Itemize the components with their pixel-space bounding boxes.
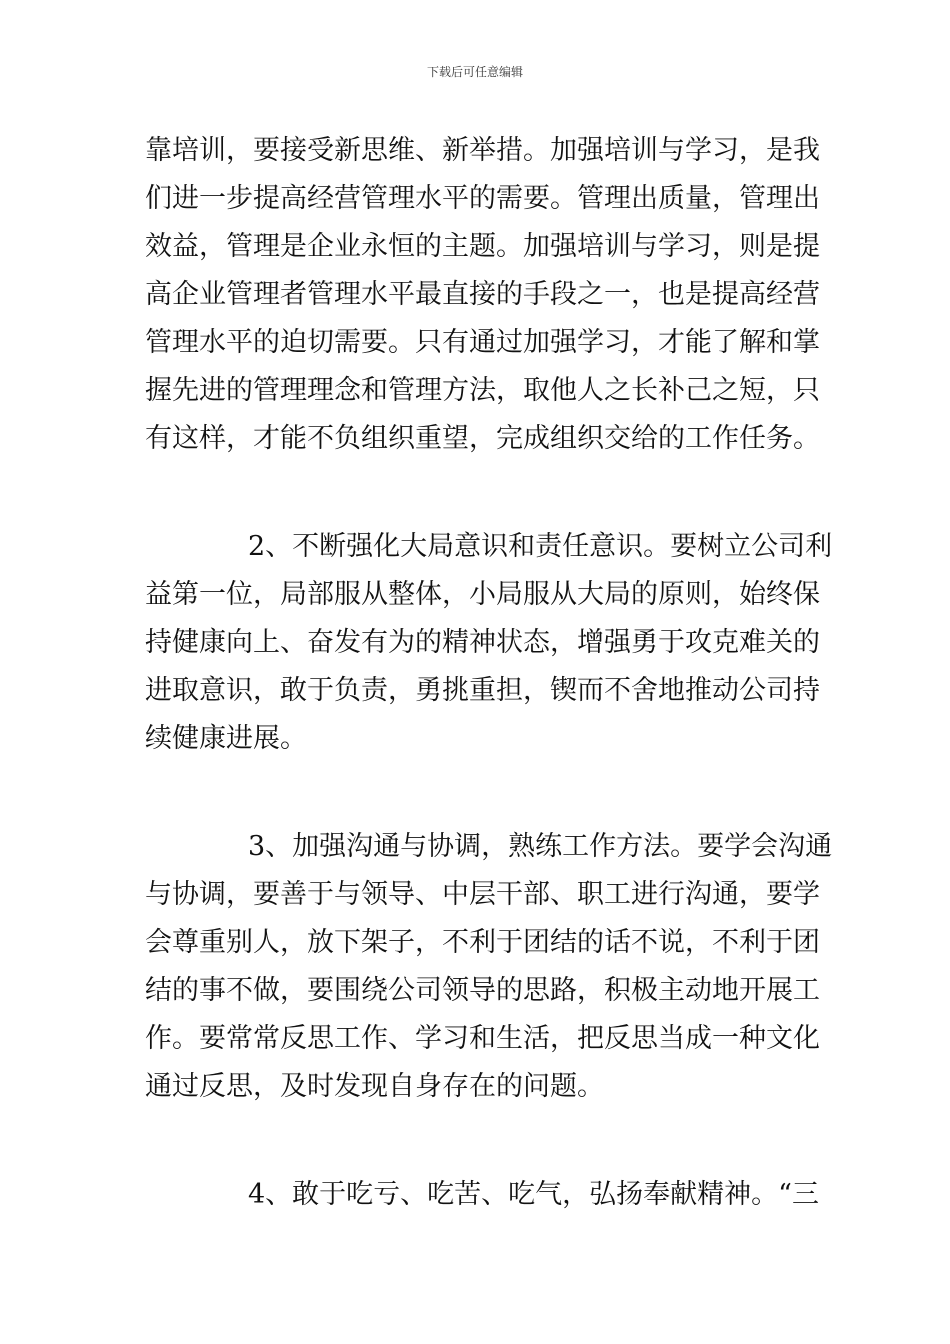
body-line: 管理水平的迫切需要。只有通过加强学习，才能了解和掌 [145, 327, 820, 358]
body-line: 有这样，才能不负组织重望，完成组织交给的工作任务。 [145, 423, 820, 454]
body-line: 作。要常常反思工作、学习和生活，把反思当成一种文化 [145, 1023, 820, 1054]
body-line: 益第一位，局部服从整体，小局服从大局的原则，始终保 [145, 579, 820, 610]
body-line: 续健康进展。 [145, 723, 307, 754]
body-line: 进取意识，敢于负责，勇挑重担，锲而不舍地推动公司持 [145, 675, 820, 706]
body-line: 靠培训，要接受新思维、新举措。加强培训与学习，是我 [145, 135, 820, 166]
paragraph-first-line: 3、加强沟通与协调，熟练工作方法。要学会沟通 [248, 831, 833, 862]
paragraph-first-line: 4、敢于吃亏、吃苦、吃气，弘扬奉献精神。“三 [248, 1179, 819, 1210]
body-line: 通过反思，及时发现自身存在的问题。 [145, 1071, 604, 1102]
body-line: 高企业管理者管理水平最直接的手段之一，也是提高经营 [145, 279, 820, 310]
body-line: 们进一步提高经营管理水平的需要。管理出质量，管理出 [145, 183, 820, 214]
page-header: 下载后可任意编辑 [426, 65, 523, 79]
body-line: 效益，管理是企业永恒的主题。加强培训与学习，则是提 [145, 231, 820, 262]
body-line: 结的事不做，要围绕公司领导的思路，积极主动地开展工 [145, 975, 820, 1006]
body-line: 握先进的管理理念和管理方法，取他人之长补己之短，只 [145, 375, 820, 406]
body-line: 与协调，要善于与领导、中层干部、职工进行沟通，要学 [145, 879, 820, 910]
body-line: 会尊重别人，放下架子，不利于团结的话不说，不利于团 [145, 927, 820, 958]
body-line: 持健康向上、奋发有为的精神状态，增强勇于攻克难关的 [145, 627, 820, 658]
paragraph-first-line: 2、不断强化大局意识和责任意识。要树立公司利 [248, 531, 833, 562]
